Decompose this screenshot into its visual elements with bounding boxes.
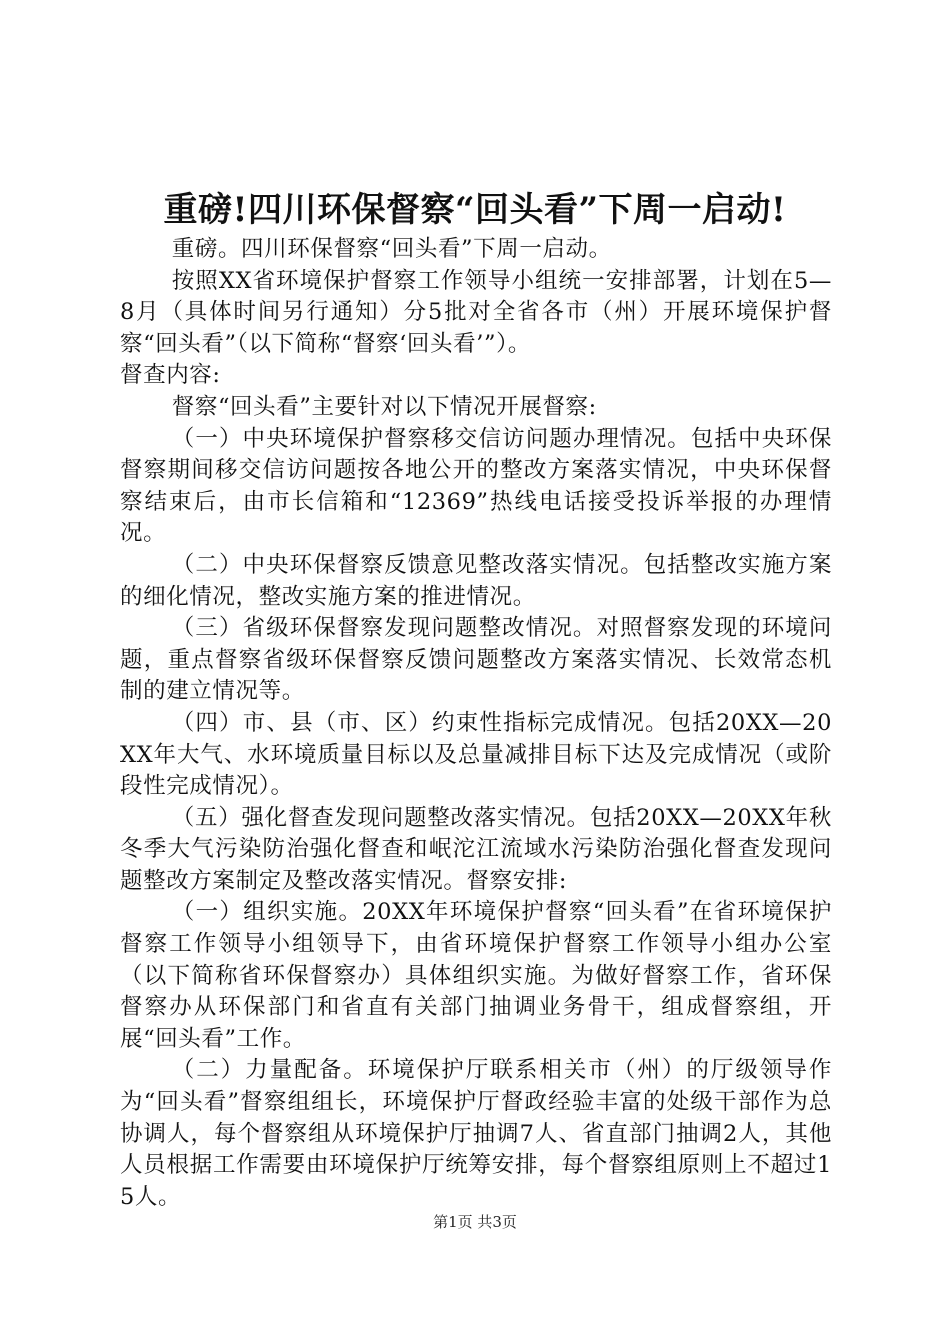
paragraph-arrangement: 按照XX省环境保护督察工作领导小组统一安排部署，计划在5—8月（具体时间另行通知）分5批对全省各市（州）开展环境保护督察“回头看”（以下简称“督察‘回头看’”）。: [120, 267, 832, 357]
paragraph-scope: 督察“回头看”主要针对以下情况开展督察:: [171, 393, 597, 420]
paragraph-staffing: （二）力量配备。环境保护厅联系相关市（州）的厅级领导作为“回头看”督察组组长，环境保护厅督政经验丰富的处级干部作为总协调人，每个督察组从环境保护厅抽调7人、省直部门抽调2人，其他人员根据工作需要由环境保护厅统筹安排，每个督察组原则上不超过15人。: [120, 1057, 832, 1210]
section-heading-content: 督查内容:: [120, 362, 221, 389]
paragraph-item-4: （四）市、县（市、区）约束性指标完成情况。包括20XX—20XX年大气、水环境质量目标以及总量减排目标下达及完成情况（或阶段性完成情况）。: [120, 709, 832, 800]
paragraph-item-3: （三）省级环保督察发现问题整改情况。对照督察发现的环境问题，重点督察省级环保督察反馈问题整改方案落实情况、长效常态机制的建立情况等。: [120, 615, 832, 705]
document-title: 重磅!四川环保督察“回头看”下周一启动!: [163, 190, 787, 230]
document-body: [120, 234, 832, 1213]
paragraph-organization: （一）组织实施。20XX年环境保护督察“回头看”在省环境保护督察工作领导小组领导下，由省环境保护督察工作领导小组办公室（以下简称省环保督察办）具体组织实施。为做好督察工作，省环保督察办从环保部门和省直有关部门抽调业务骨干，组成督察组，开展“回头看”工作。: [120, 899, 832, 1052]
paragraph-item-2: （二）中央环保督察反馈意见整改落实情况。包括整改实施方案的细化情况，整改实施方案的推进情况。: [120, 551, 832, 610]
paragraph-item-5: （五）强化督查发现问题整改落实情况。包括20XX—20XX年秋冬季大气污染防治强化督查和岷沱江流域水污染防治强化督查发现问题整改方案制定及整改落实情况。督察安排:: [120, 804, 832, 894]
paragraph-lead: 重磅。四川环保督察“回头看”下周一启动。: [171, 236, 612, 262]
page-number-footer: 第1页 共3页: [433, 1213, 517, 1231]
paragraph-item-1: （一）中央环境保护督察移交信访问题办理情况。包括中央环保督察期间移交信访问题按各地公开的整改方案落实情况，中央环保督察结束后，由市长信箱和“12369”热线电话接受投诉举报的办理情况。: [120, 425, 832, 547]
